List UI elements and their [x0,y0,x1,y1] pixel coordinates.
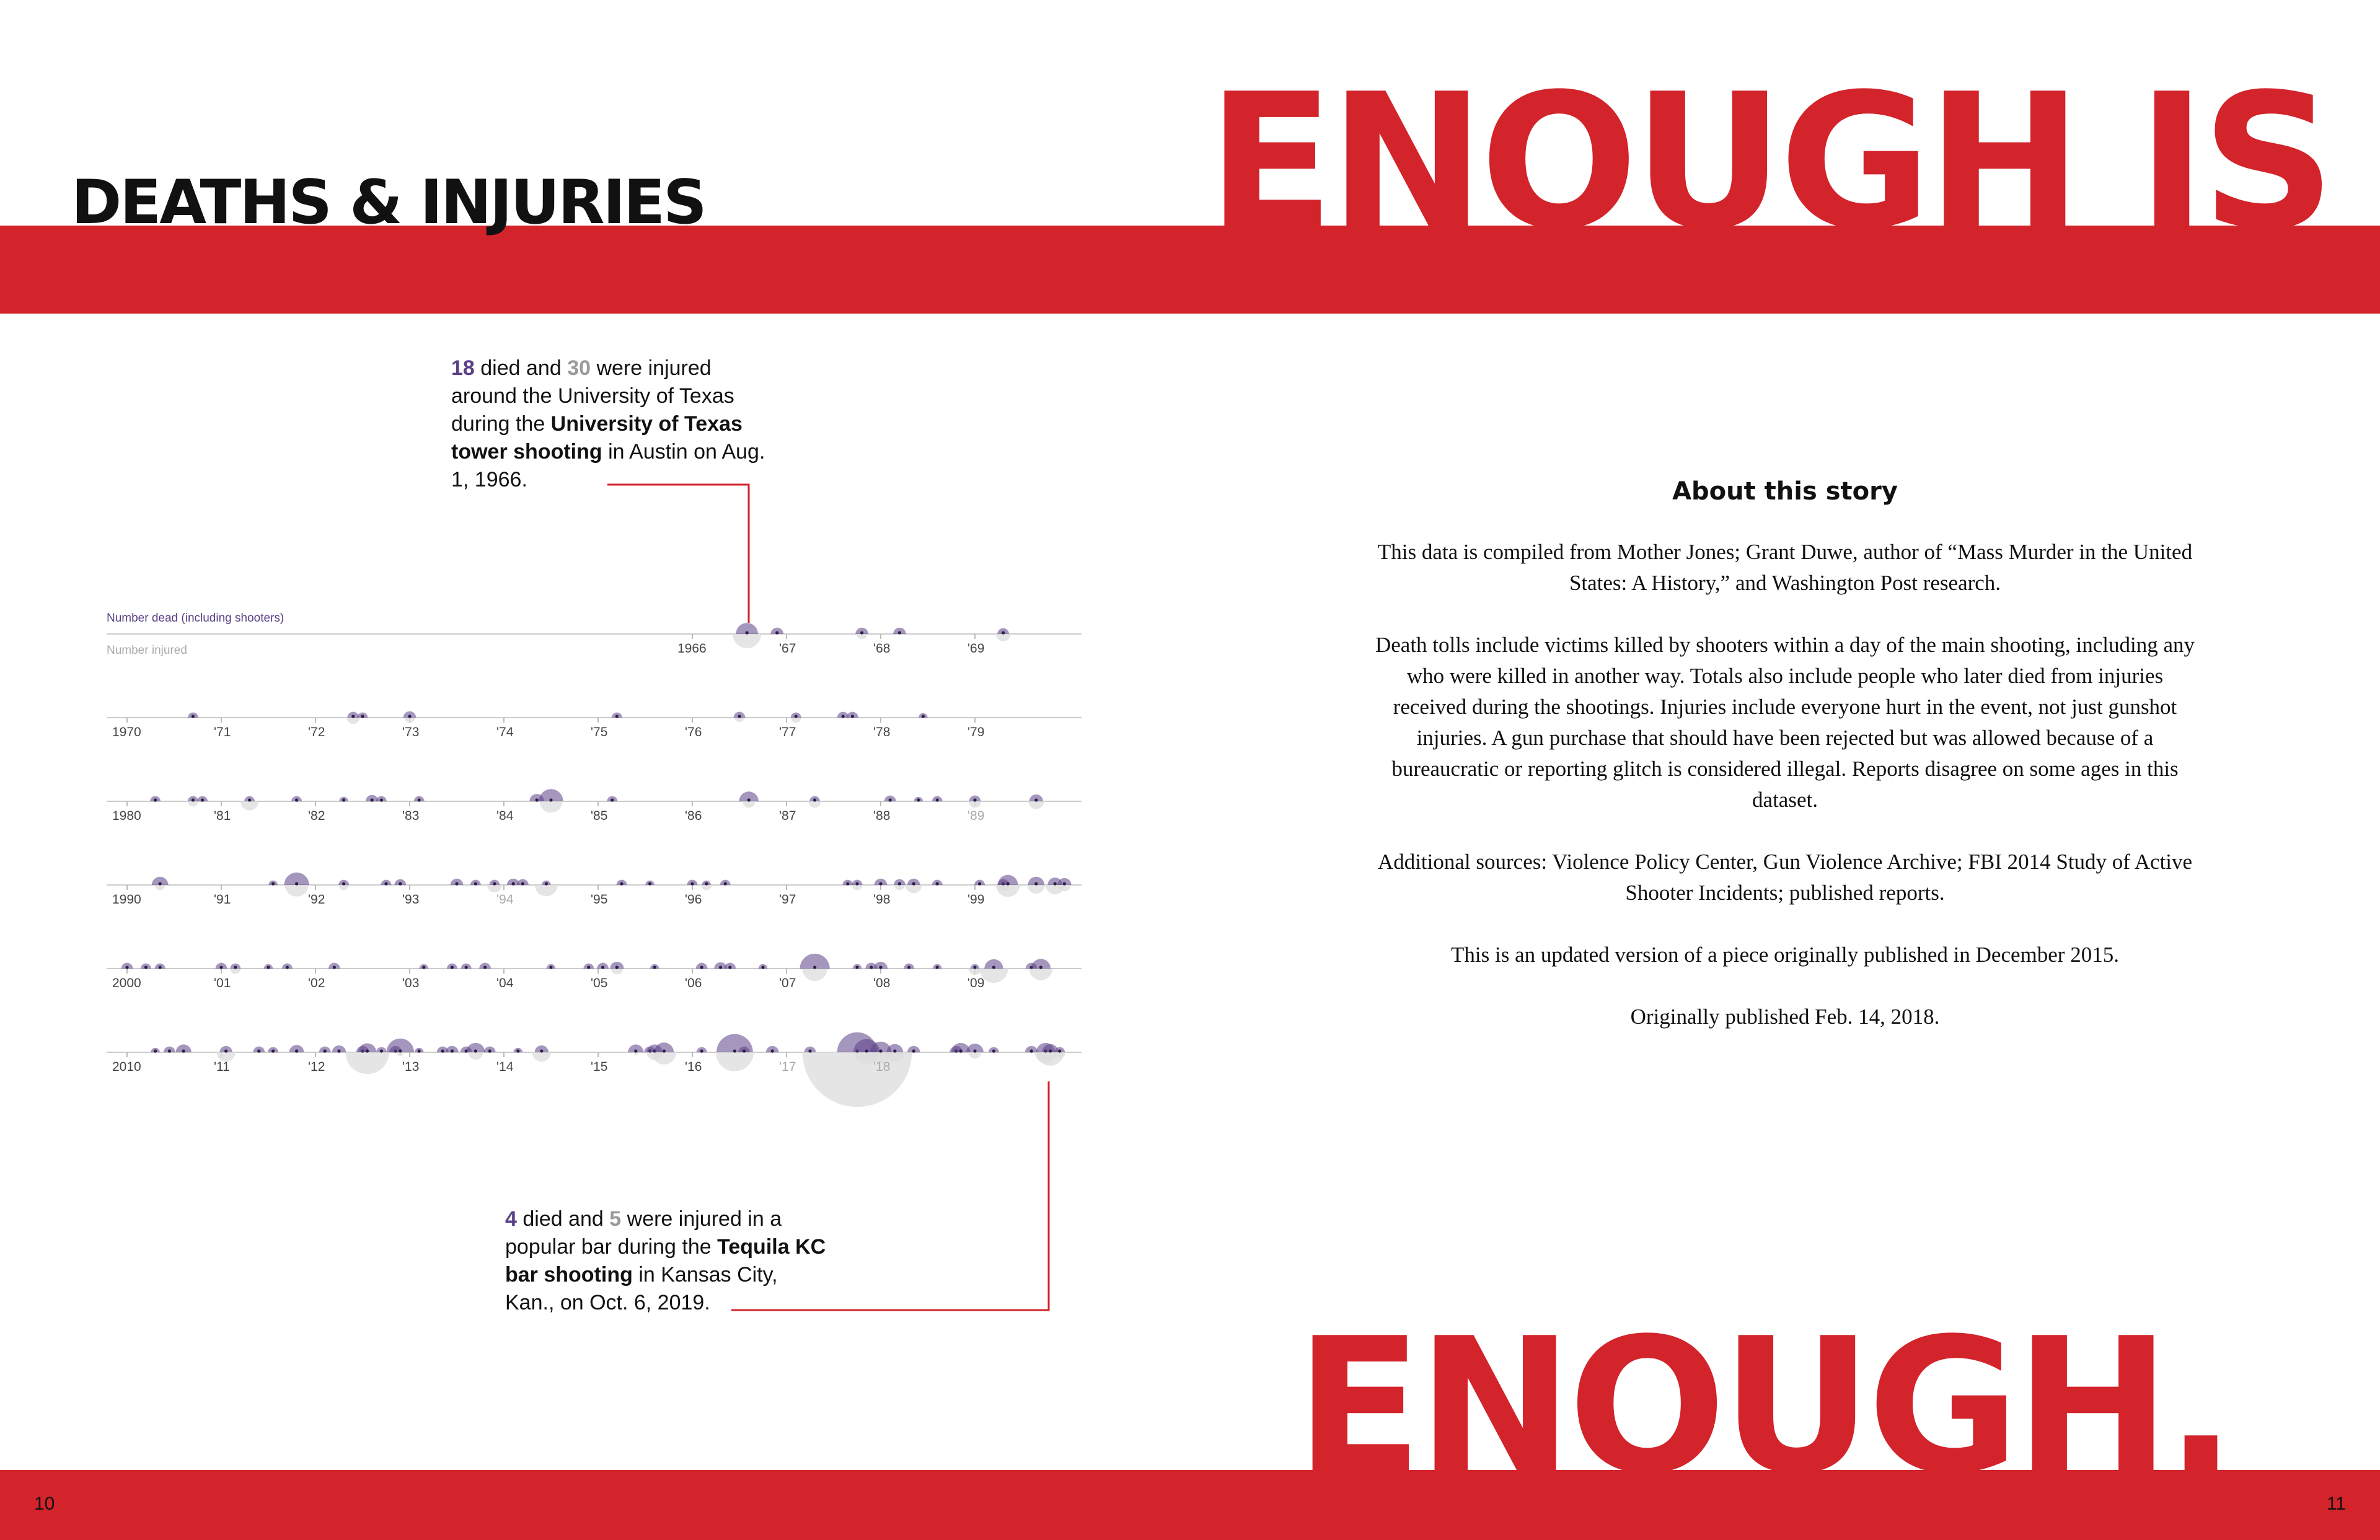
tick-label: '86 [685,809,702,823]
tick-label: '69 [967,641,985,656]
injured-circle [155,885,165,890]
event-dot [879,882,882,885]
event-dot [936,966,939,969]
tick-label: '89 [967,809,985,823]
about-paragraph: This is an updated version of a piece originally published in December 2015. [1451,943,2119,967]
tick-label: '01 [214,976,231,990]
event-dot [271,882,275,885]
event-dot [154,798,157,801]
annot-top-dead: 18 [451,356,475,380]
event-dot [795,715,798,718]
event-dot [271,1049,275,1052]
event-dot [761,966,764,969]
event-dot [474,882,477,885]
about-paragraph: Originally published Feb. 14, 2018. [1630,1005,1940,1029]
injured-circle [535,885,558,896]
injured-circle [1028,885,1045,894]
tick-label: '12 [308,1060,325,1074]
event-dot [380,1049,383,1052]
event-dot [922,715,925,718]
event-dot [959,1049,963,1052]
event-dot [1030,1049,1033,1052]
event-dot [337,1049,340,1052]
event-dot [620,882,623,885]
annot-bottom-injured: 5 [609,1207,622,1231]
axis-lines [107,634,1082,1057]
tick-label: '09 [967,976,985,990]
event-dot [399,882,402,885]
event-dot [483,966,487,969]
tick-label: '91 [214,892,231,907]
event-dot [1002,631,1005,634]
event-dot [384,882,387,885]
event-dot [907,966,910,969]
tick-label: 2010 [112,1060,141,1074]
event-dot [248,798,251,801]
event-dot [648,882,651,885]
event-dot [851,715,854,718]
event-dot [912,1049,915,1052]
tick-label: '82 [308,809,325,823]
tick-label: '17 [779,1060,796,1074]
event-dot [855,882,858,885]
annot-top-injured: 30 [567,356,591,380]
event-dot [295,1049,298,1052]
tick-label: '77 [779,725,796,739]
event-dot [898,882,901,885]
event-dot [441,1049,444,1052]
event-dot [912,882,915,885]
tick-label: '06 [685,976,702,990]
event-dot [615,715,619,718]
tick-label: '87 [779,809,796,823]
event-dot [257,1049,260,1052]
event-dot [351,715,355,718]
event-dot [125,966,128,969]
injured-circle [405,718,415,723]
event-dot [860,631,863,634]
tick-label: '14 [496,1060,514,1074]
injured-circle [969,1052,982,1058]
event-dot [455,882,458,885]
event-dot [743,1049,746,1052]
event-dot [705,882,708,885]
injured-circle [633,1052,638,1055]
event-dot [219,966,223,969]
event-dot [771,1049,774,1052]
tick-label: '03 [402,976,420,990]
event-dot [746,631,749,634]
event-dot [366,1049,369,1052]
event-dot [1034,798,1038,801]
event-dot [418,798,421,801]
event-dot [813,798,816,801]
about-title: About this story [1672,477,1898,506]
injured-circle [701,885,712,890]
tick-label: '67 [779,641,796,656]
injured-circle [996,885,1020,897]
injured-circle [188,801,198,806]
injured-circle [716,1052,754,1071]
injured-circle [469,1052,483,1060]
event-dot [917,798,920,801]
tick-label: '13 [402,1060,420,1074]
injured-circle [802,969,827,981]
event-dot [724,882,727,885]
tick-label: '93 [402,892,420,907]
event-dot [380,798,383,801]
event-dot [493,882,496,885]
annot-bottom-t2: were injured in a popular bar during the [505,1207,782,1259]
event-dot [700,1049,703,1052]
tick-label: '95 [591,892,608,907]
tick-label: '71 [214,725,231,739]
event-dot [870,966,873,969]
event-dot [371,798,374,801]
event-dot [587,966,590,969]
about-paragraph: This data is compiled from Mother Jones; Grant Duwe, author of “Mass Murder in the United States: A History,” and Washington Post research. [1377,540,2193,595]
event-dot [333,966,336,969]
event-dot [879,966,882,969]
tick-label: '08 [873,976,891,990]
tick-label: '97 [779,892,796,907]
tick-label: '74 [496,725,514,739]
leader-line-top [607,485,749,623]
tick-label: '73 [402,725,420,739]
injured-circle [652,1052,676,1065]
injured-circle [240,801,258,811]
event-dot [936,882,939,885]
event-dot [893,1049,896,1052]
injured-circle [540,801,563,812]
injured-circle [969,801,982,807]
event-dot [144,966,148,969]
event-dot [842,715,845,718]
page-number-left: 10 [34,1494,55,1514]
tick-label: '07 [779,976,796,990]
tick-labels [112,641,984,1074]
event-dot [1034,882,1038,885]
injured-circles [155,634,1071,1107]
event-dot [973,798,976,801]
annot-bottom-t1: died and [516,1207,610,1231]
event-dot [653,966,656,969]
event-dot [474,1049,477,1052]
event-dot [978,882,981,885]
tick-label: '68 [873,641,891,656]
injured-circle [285,885,309,897]
event-dot [700,966,703,969]
event-dot [451,1049,454,1052]
event-dot [738,715,741,718]
event-dot [549,798,552,801]
annot-top-t2: were injured around the University of Texas during the [451,356,734,436]
injured-circle [743,801,756,807]
injured-circle [906,885,922,893]
section-title: DEATHS & INJURIES [71,167,705,238]
event-dot [601,966,604,969]
tick-label: '16 [685,1060,702,1074]
tick-label: '78 [873,725,891,739]
event-dot [634,1049,637,1052]
tick-label: 1990 [112,892,141,907]
event-dot [224,1049,227,1052]
event-dot [775,631,778,634]
event-dot [465,966,468,969]
about-story [1370,477,2200,1063]
event-dot [488,1049,491,1052]
event-dot [521,882,524,885]
tick-label: '84 [496,809,514,823]
tick-label: '83 [402,809,420,823]
headline-top: ENOUGH IS [1207,54,2330,270]
injured-circle [487,885,502,892]
tick-label: 1970 [112,725,141,739]
tick-label: '75 [591,725,608,739]
tick-label: '98 [873,892,891,907]
event-dot [615,966,619,969]
event-dot [512,882,515,885]
tick-label: 1966 [677,641,707,656]
event-dot [733,1049,736,1052]
event-dot [399,1049,402,1052]
event-dot [747,798,751,801]
tick-label: 1980 [112,809,141,823]
event-dot [846,882,849,885]
annot-bottom-dead: 4 [505,1207,517,1231]
tick-label: '18 [873,1060,891,1074]
tick-label: '81 [214,809,231,823]
event-dot [295,798,298,801]
event-dot [201,798,204,801]
event-dot [1007,882,1010,885]
event-dot [451,966,454,969]
event-dot [549,966,552,969]
tick-label: '11 [214,1060,230,1074]
event-dot [898,631,901,634]
event-dot [808,1049,811,1052]
injured-circle [347,718,360,724]
injured-circle [733,634,761,648]
event-dot [192,715,195,718]
injured-circle [1028,801,1044,809]
tick-label: '79 [967,725,985,739]
injured-circle [532,1052,551,1062]
event-dot [408,715,411,718]
annotation-ut-tower [451,354,774,494]
event-dot [690,882,694,885]
event-dot [1063,882,1066,885]
event-dot [813,966,816,969]
tick-label: '96 [685,892,702,907]
event-dot [973,966,976,969]
event-dot [865,1049,868,1052]
event-dot [159,966,162,969]
event-dot [728,966,731,969]
tick-label: 2000 [112,976,141,990]
annot-bottom-t3: in Kansas City, Kan., on Oct. 6, 2019. [505,1263,778,1314]
injured-circle [345,1052,389,1074]
headline-bottom: ENOUGH. [1295,1298,2231,1515]
tick-label: '15 [591,1060,608,1074]
tick-label: '92 [308,892,325,907]
injured-circle [397,1052,404,1056]
event-dot [973,1049,976,1052]
injured-circle [857,634,867,639]
event-dot [1058,1049,1061,1052]
tick-label: '04 [496,976,514,990]
tick-label: '02 [308,976,325,990]
injured-circle [791,718,801,723]
tick-label: '76 [685,725,702,739]
event-dot [154,1049,157,1052]
tick-label: '05 [591,976,608,990]
event-dot [889,798,892,801]
event-dot [234,966,237,969]
tick-label: '88 [873,809,891,823]
event-dot [295,882,298,885]
event-dot [936,798,939,801]
legend-dead: Number dead (including shooters) [107,612,284,625]
tick-label: '85 [591,809,608,823]
annot-top-event: University of Texas tower shooting [451,412,743,464]
injured-circle [230,969,240,974]
event-dot [192,798,195,801]
event-dot [418,1049,421,1052]
event-dot [855,966,858,969]
event-dot [361,715,364,718]
event-dot [992,1049,995,1052]
event-dot [663,1049,666,1052]
annot-bottom-event: Tequila KC bar shooting [505,1235,826,1287]
tick-label: '72 [308,725,325,739]
event-dot [536,798,539,801]
injured-circle [969,969,982,975]
event-dot [1054,882,1057,885]
injured-circle [338,885,349,890]
event-dot [719,966,722,969]
event-dot [992,966,995,969]
event-dot [540,1049,543,1052]
tick-label: '99 [967,892,985,907]
event-dot [610,798,614,801]
page-number-right: 11 [2326,1494,2346,1514]
injured-circle [808,801,821,807]
event-dot [545,882,548,885]
event-dot [286,966,289,969]
injured-circle [735,718,744,722]
injured-circle [894,885,905,890]
event-dot [267,966,270,969]
legend-injured: Number injured [107,644,187,657]
event-dot [159,882,162,885]
event-dot [1039,966,1042,969]
event-dot [879,1049,882,1052]
event-dot [422,966,425,969]
event-dot [342,798,345,801]
annot-top-t3: in Austin on Aug. 1, 1966. [451,440,765,491]
event-dot [324,1049,327,1052]
annot-top-t1: died and [474,356,568,380]
tick-label: '94 [496,892,514,907]
event-dot [516,1049,519,1052]
annotation-tequila-kc [505,1205,827,1317]
injured-circle [1029,969,1053,980]
about-paragraph: Death tolls include victims killed by shooters within a day of the main shooting, including any who were killed in another way. Totals also include people who later died from injuries received during the shootings. Injuries include everyone hurt in the event, not just gunshot injuries. A gun purchase that should have been rejected but was allowed because of a bureaucratic or reporting glitch is considered illegal. Reports disagree on some ages in this dataset. [1375,633,2195,812]
injured-circle [852,885,863,890]
injured-circle [996,634,1011,641]
event-dot [168,1049,171,1052]
event-dot [182,1049,185,1052]
event-dot [342,882,345,885]
injured-circle [611,969,623,974]
about-paragraph: Additional sources: Violence Policy Center, Gun Violence Archive; FBI 2014 Study of Active Shooter Incidents; published reports. [1377,850,2193,905]
event-dot [1049,1049,1052,1052]
